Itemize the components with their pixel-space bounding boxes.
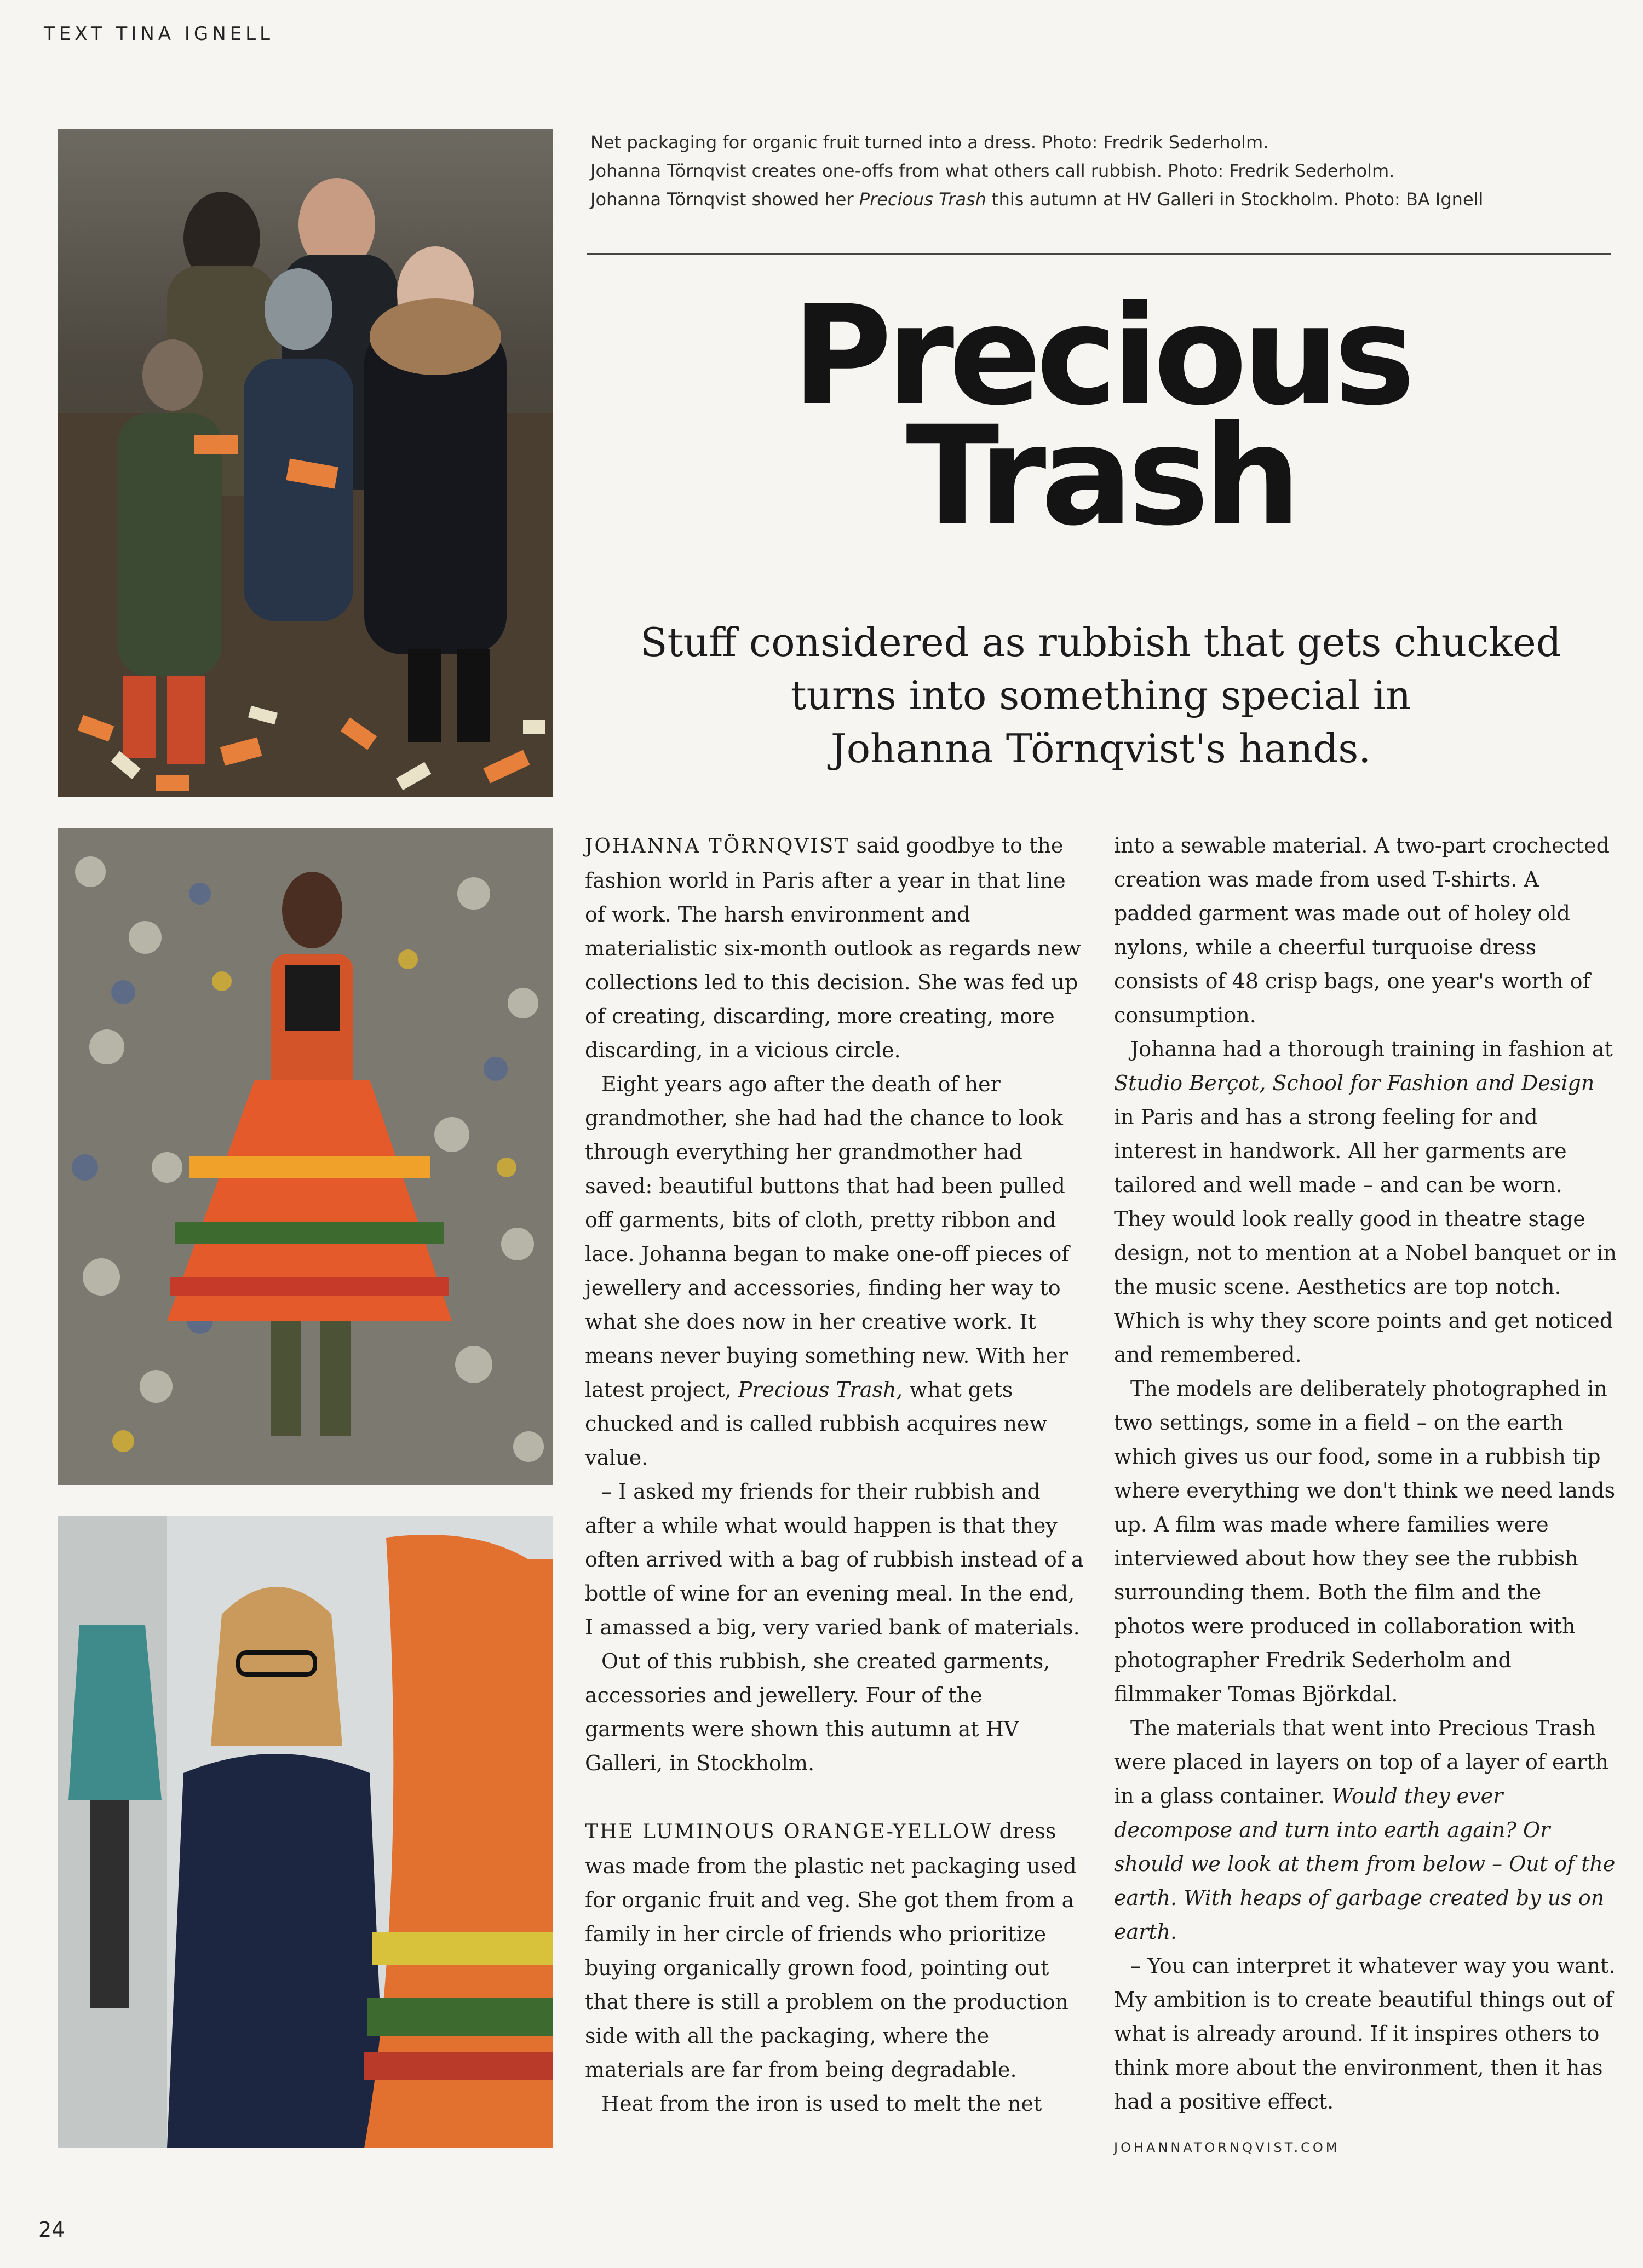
paragraph: THE LUMINOUS ORANGE-YELLOW dress was made from the plastic net packaging used for organic fruit and veg. She got them from a family in her circle of friends who prioritize buying organically grown food, pointing out that there is still a problem on the production side with all the packaging, where the materials are far from being degradable. [585,1819,1077,2082]
paragraph: Eight years ago after the death of her grandmother, she had had the chance to look through everything her grandmother had saved: beautiful buttons that had been pulled off garments, bits of cloth, pretty ribbon and lace. Johanna began to make one-off pieces of jewellery and accessories, finding her way to what she does now in her creative work. It means never buying something new. With her latest project, Precious Trash, what gets chucked and is called rubbish acquires new value. [585,1072,1070,1470]
headline-line-1: Precious [791,276,1410,435]
paragraph: Heat from the iron is used to melt the net [601,2092,1042,2116]
body-column-1 [585,828,1086,2121]
caption-2: Johanna Törnqvist creates one-offs from what others call rubbish. Photo: Fredrik Sederholm. [590,160,1395,181]
page-number: 24 [38,2218,65,2242]
paragraph: Out of this rubbish, she created garments, accessories and jewellery. Four of the garments were shown this autumn at HV Galleri, in Stockholm. [585,1649,1050,1775]
body-column-2 [1114,828,1618,2119]
article-deck [613,616,1588,775]
byline: TEXT TINA IGNELL [44,23,274,45]
paragraph: Johanna had a thorough training in fashion at Studio Berçot, School for Fashion and Design in Paris and has a strong feeling for and interest in handwork. All her garments are tailored and well made – and can be worn. They would look really good in theatre stage design, not to mention at a Nobel banquet or in the music scene. Aesthetics are top notch. Which is why they score points and get noticed and remembered. [1114,1037,1617,1367]
photo-family-in-field [58,129,553,797]
deck-line-2: turns into something special in [790,672,1411,718]
deck-line-1: Stuff considered as rubbish that gets chucked [640,619,1561,665]
article-headline [591,276,1610,556]
paragraph: The models are deliberately photographed in two settings, some in a field – on the earth which gives us our food, some in a rubbish tip where everything we don't think we need lands up. A film was made where families were interviewed about how they see the rubbish surrounding them. Both the film and the photos were produced in collaboration with photographer Fredrik Sederholm and filmmaker Tomas Björkdal. [1114,1377,1616,1706]
paragraph: JOHANNA TÖRNQVIST said goodbye to the fashion world in Paris after a year in that line of work. The harsh environment and materialistic six-month outlook as regards new collections led to this decision. She was fed up of creating, discarding, more creating, more discarding, in a vicious circle. [585,833,1081,1062]
paragraph: into a sewable material. A two-part crochected creation was made from used T-shirts. A padded garment was made out of holey old nylons, while a cheerful turquoise dress consists of 48 crisp bags, one year's worth of consumption. [1114,833,1610,1027]
photo-captions [590,128,1609,214]
headline-line-2: Trash [906,396,1296,556]
paragraph: – I asked my friends for their rubbish and after a while what would happen is that they often arrived with a bag of rubbish instead of a bottle of wine for an evening meal. In the end, I amassed a big, very varied bank of materials. [585,1480,1084,1639]
caption-1: Net packaging for organic fruit turned into a dress. Photo: Fredrik Sederholm. [590,132,1269,153]
paragraph: – You can interpret it whatever way you want. My ambition is to create beautiful things out of what is already around. If it inspires others to think more about the environment, then it has had a positive effect. [1114,1954,1616,2114]
caption-3: Johanna Törnqvist showed her Precious Trash this autumn at HV Galleri in Stockholm. Photo: BA Ignell [590,189,1484,210]
divider-rule [587,253,1611,255]
paragraph: The materials that went into Precious Trash were placed in layers on top of a layer of earth in a glass container. Would they ever decompose and turn into earth again? Or should we look at them from below – Out of the earth. With heaps of garbage created by us on earth. [1114,1716,1616,1944]
photo-dress-on-cans [58,828,553,1485]
website-link[interactable]: JOHANNATORNQVIST.COM [1114,2140,1340,2155]
photo-johanna-with-dress [58,1516,553,2148]
deck-line-3: Johanna Törnqvist's hands. [830,726,1371,772]
